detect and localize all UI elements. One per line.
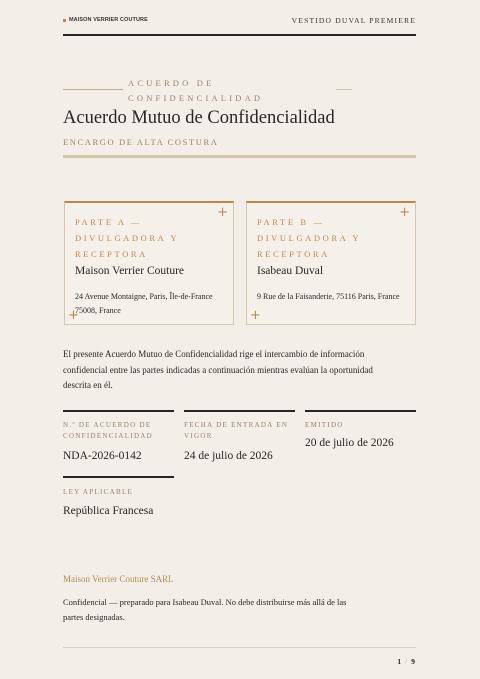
confidential-note: Confidencial — preparado para Isabeau Duval. No debe distribuirse más allá de las partes designadas.	[63, 597, 347, 622]
issuer-name: Maison Verrier Couture SARL	[63, 574, 174, 584]
field-divider	[63, 476, 174, 478]
field-label: LEY APLICABLE	[63, 487, 134, 496]
field-divider	[305, 410, 416, 412]
intro-paragraph: El presente Acuerdo Mutuo de Confidencialidad rige el intercambio de información confidencial entre las partes indicadas a continuación mientras evalúan la oportunidad descrita en él.	[63, 349, 373, 390]
party-role: PARTE B — DIVULGADORA Y RECEPTORA	[257, 217, 361, 259]
field-value: 20 de julio de 2026	[305, 437, 394, 449]
header-divider	[63, 34, 416, 36]
document-title: VESTIDO DUVAL PREMIERE	[291, 16, 416, 25]
field-agreement-number	[63, 410, 174, 462]
party-address: 9 Rue de la Faisanderie, 75116 Paris, France	[257, 292, 400, 301]
field-divider	[184, 410, 295, 412]
page-subtitle: ENCARGO DE ALTA COSTURA	[63, 137, 219, 147]
plus-icon: +	[250, 308, 261, 323]
field-value: República Francesa	[63, 505, 154, 517]
footer-divider	[63, 647, 416, 648]
page-separator: /	[405, 657, 409, 666]
field-issued	[305, 410, 416, 449]
party-card-a	[64, 201, 234, 325]
field-governing-law	[63, 476, 174, 517]
party-name: Maison Verrier Couture	[75, 265, 185, 277]
kicker-line-left	[63, 89, 123, 90]
field-label: EMITIDO	[305, 420, 344, 429]
field-divider	[63, 410, 174, 412]
plus-icon: +	[217, 205, 228, 220]
field-label: N.º DE ACUERDO DE CONFIDENCIALIDAD	[63, 420, 154, 440]
page-title: Acuerdo Mutuo de Confidencialidad	[63, 108, 335, 128]
field-value: 24 de julio de 2026	[184, 449, 273, 462]
party-role: PARTE A — DIVULGADORA Y RECEPTORA	[75, 217, 179, 259]
party-name: Isabeau Duval	[257, 265, 324, 277]
brand-logo	[63, 17, 148, 23]
page-total: 9	[411, 657, 416, 666]
party-card-b	[246, 201, 416, 325]
party-address: 24 Avenue Montaigne, Paris, Île-de-France 75008, France	[75, 292, 213, 315]
page-indicator	[397, 657, 416, 666]
kicker-label: ACUERDO DE CONFIDENCIALIDAD	[128, 78, 264, 103]
kicker-line-right	[336, 89, 352, 90]
page-current: 1	[397, 657, 403, 666]
brand-name: MAISON VERRIER COUTURE	[69, 17, 148, 23]
hero-divider	[63, 155, 416, 158]
plus-icon: +	[399, 205, 410, 220]
field-value: NDA-2026-0142	[63, 449, 142, 462]
field-label: FECHA DE ENTRADA EN VIGOR	[184, 420, 289, 440]
field-effective-date	[184, 410, 295, 462]
plus-icon: +	[68, 308, 79, 323]
brand-mark-icon	[63, 19, 66, 22]
